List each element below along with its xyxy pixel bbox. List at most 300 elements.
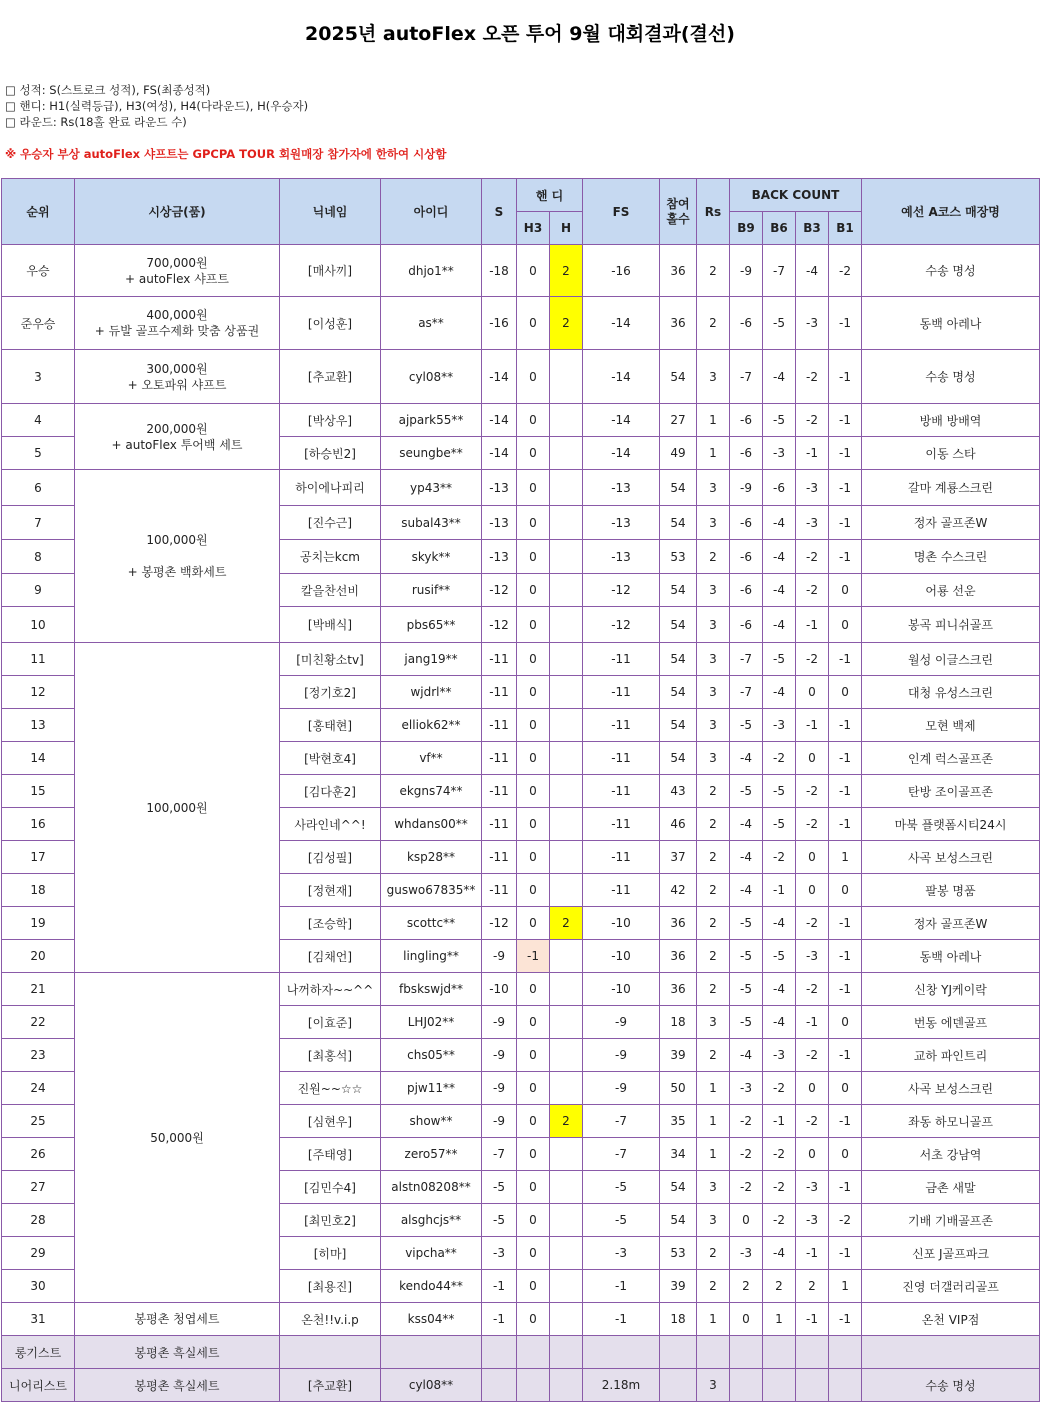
- h-cell: [550, 742, 583, 775]
- nick-cell: 하이에나피리: [280, 470, 381, 506]
- table-row: [2, 643, 1040, 676]
- header-nickname: 닉네임: [280, 179, 381, 245]
- rank-cell: 25: [2, 1105, 75, 1138]
- nick-cell: [김채언]: [280, 940, 381, 973]
- fs-cell: -5: [583, 1171, 660, 1204]
- b9-cell: -5: [730, 940, 763, 973]
- b3-cell: -1: [796, 437, 829, 470]
- store-cell: 수송 명성: [862, 1369, 1040, 1402]
- store-cell: 모현 백제: [862, 709, 1040, 742]
- b9-cell: -4: [730, 874, 763, 907]
- b6-cell: -2: [763, 841, 796, 874]
- store-cell: 동백 아레나: [862, 297, 1040, 350]
- header-rs: Rs: [697, 179, 730, 245]
- id-cell: kss04**: [381, 1303, 482, 1336]
- s-cell: -14: [482, 404, 517, 437]
- rs-cell: 2: [697, 297, 730, 350]
- nick-cell: [조승학]: [280, 907, 381, 940]
- rank-cell: 18: [2, 874, 75, 907]
- table-row: [2, 404, 1040, 437]
- header-store: 예선 A코스 매장명: [862, 179, 1040, 245]
- b9-cell: -6: [730, 297, 763, 350]
- h3-cell: [517, 1369, 550, 1402]
- rank-cell: 30: [2, 1270, 75, 1303]
- nick-cell: [김성필]: [280, 841, 381, 874]
- b6-cell: -1: [763, 874, 796, 907]
- h-cell: [550, 1006, 583, 1039]
- rank-cell: 21: [2, 973, 75, 1006]
- rank-cell: 10: [2, 607, 75, 643]
- fs-cell: -1: [583, 1270, 660, 1303]
- nick-cell: [추교환]: [280, 350, 381, 404]
- h-cell: [550, 506, 583, 540]
- rs-cell: 2: [697, 540, 730, 574]
- s-cell: -9: [482, 940, 517, 973]
- header-fs: FS: [583, 179, 660, 245]
- rank-cell: 17: [2, 841, 75, 874]
- h-cell: 2: [550, 907, 583, 940]
- b9-cell: 0: [730, 1303, 763, 1336]
- b1-cell: -1: [829, 940, 862, 973]
- nick-cell: [최용진]: [280, 1270, 381, 1303]
- nick-cell: 온천!!v.i.p: [280, 1303, 381, 1336]
- award-name-cell: 롱기스트: [2, 1336, 75, 1369]
- b6-cell: -5: [763, 940, 796, 973]
- fs-cell: -11: [583, 775, 660, 808]
- nick-cell: [김민수4]: [280, 1171, 381, 1204]
- b3-cell: -2: [796, 907, 829, 940]
- b9-cell: -7: [730, 676, 763, 709]
- holes-cell: 46: [660, 808, 697, 841]
- h-cell: [550, 1336, 583, 1369]
- prize-line: + 듀발 골프수제화 맞춤 상품권: [94, 324, 260, 338]
- prize-line: [75, 548, 279, 564]
- b3-cell: -2: [796, 775, 829, 808]
- h3-cell: 0: [517, 973, 550, 1006]
- rs-cell: 3: [697, 709, 730, 742]
- holes-cell: 18: [660, 1006, 697, 1039]
- b9-cell: -5: [730, 775, 763, 808]
- prize-warning: ※ 우승자 부상 autoFlex 샤프트는 GPCPA TOUR 회원매장 참가자에 한하여 시상함: [5, 147, 447, 161]
- b1-cell: -2: [829, 245, 862, 297]
- s-cell: -11: [482, 676, 517, 709]
- b9-cell: -5: [730, 973, 763, 1006]
- rs-cell: 1: [697, 1072, 730, 1105]
- b9-cell: -4: [730, 742, 763, 775]
- fs-cell: -3: [583, 1237, 660, 1270]
- b6-cell: 2: [763, 1270, 796, 1303]
- b3-cell: -1: [796, 709, 829, 742]
- b9-cell: [730, 1369, 763, 1402]
- id-cell: whdans00**: [381, 808, 482, 841]
- prize-line: 300,000원: [146, 361, 208, 376]
- h3-cell: 0: [517, 1171, 550, 1204]
- table-row: [2, 297, 1040, 350]
- store-cell: 번동 에덴골프: [862, 1006, 1040, 1039]
- store-cell: 방배 방배역: [862, 404, 1040, 437]
- fs-cell: -10: [583, 940, 660, 973]
- h3-cell: 0: [517, 1006, 550, 1039]
- s-cell: -14: [482, 437, 517, 470]
- table-row: [2, 245, 1040, 297]
- nick-cell: [주태영]: [280, 1138, 381, 1171]
- h3-cell: 0: [517, 297, 550, 350]
- b9-cell: -6: [730, 574, 763, 607]
- rs-cell: 3: [697, 350, 730, 404]
- holes-cell: 50: [660, 1072, 697, 1105]
- fs-cell: -11: [583, 841, 660, 874]
- b3-cell: -2: [796, 808, 829, 841]
- b3-cell: -2: [796, 574, 829, 607]
- h3-cell: 0: [517, 1204, 550, 1237]
- b1-cell: -1: [829, 808, 862, 841]
- b3-cell: 2: [796, 1270, 829, 1303]
- s-cell: -14: [482, 350, 517, 404]
- h3-cell: 0: [517, 742, 550, 775]
- nick-cell: 공치는kcm: [280, 540, 381, 574]
- b9-cell: -2: [730, 1105, 763, 1138]
- store-cell: 진영 더갤러리골프: [862, 1270, 1040, 1303]
- b6-cell: -4: [763, 350, 796, 404]
- rs-cell: 3: [697, 676, 730, 709]
- store-cell: 대청 유성스크린: [862, 676, 1040, 709]
- id-cell: jang19**: [381, 643, 482, 676]
- rank-cell: 4: [2, 404, 75, 437]
- note-round: □ 라운드: Rs(18홀 완료 라운드 수): [5, 115, 187, 129]
- rank-cell: 27: [2, 1171, 75, 1204]
- b9-cell: -9: [730, 245, 763, 297]
- h-cell: [550, 676, 583, 709]
- b1-cell: -1: [829, 1171, 862, 1204]
- s-cell: -9: [482, 1072, 517, 1105]
- prize-line: 100,000원: [146, 800, 208, 815]
- id-cell: vipcha**: [381, 1237, 482, 1270]
- b9-cell: -3: [730, 1072, 763, 1105]
- b9-cell: -6: [730, 607, 763, 643]
- b3-cell: -2: [796, 973, 829, 1006]
- id-cell: as**: [381, 297, 482, 350]
- rs-cell: 3: [697, 506, 730, 540]
- h3-cell: 0: [517, 808, 550, 841]
- s-cell: -12: [482, 907, 517, 940]
- h3-cell: 0: [517, 574, 550, 607]
- b3-cell: 0: [796, 874, 829, 907]
- holes-cell: 39: [660, 1270, 697, 1303]
- b3-cell: [796, 1369, 829, 1402]
- id-cell: guswo67835**: [381, 874, 482, 907]
- prize-cell: 봉평촌 흑실세트: [75, 1336, 280, 1369]
- rs-cell: 2: [697, 973, 730, 1006]
- b9-cell: -6: [730, 404, 763, 437]
- h3-cell: 0: [517, 841, 550, 874]
- store-cell: 봉곡 피니쉬골프: [862, 607, 1040, 643]
- b3-cell: -2: [796, 350, 829, 404]
- store-cell: 수송 명성: [862, 245, 1040, 297]
- h-cell: [550, 1237, 583, 1270]
- h3-cell: 0: [517, 607, 550, 643]
- b3-cell: -3: [796, 1171, 829, 1204]
- header-holes: [660, 179, 697, 245]
- rs-cell: 2: [697, 841, 730, 874]
- nick-cell: [히마]: [280, 1237, 381, 1270]
- b9-cell: 2: [730, 1270, 763, 1303]
- nick-cell: [이효준]: [280, 1006, 381, 1039]
- b3-cell: -2: [796, 540, 829, 574]
- prize-cell: [75, 1303, 280, 1336]
- b3-cell: -1: [796, 1237, 829, 1270]
- h3-cell: 0: [517, 470, 550, 506]
- h3-cell: 0: [517, 1039, 550, 1072]
- holes-cell: 36: [660, 940, 697, 973]
- rank-cell: 28: [2, 1204, 75, 1237]
- rank-cell: 31: [2, 1303, 75, 1336]
- prize-cell: [75, 404, 280, 470]
- b6-cell: -4: [763, 540, 796, 574]
- rs-cell: 3: [697, 742, 730, 775]
- b1-cell: -1: [829, 297, 862, 350]
- h3-cell: 0: [517, 775, 550, 808]
- prize-line: + 오토파워 샤프트: [127, 377, 227, 392]
- holes-cell: 36: [660, 245, 697, 297]
- prize-line: + autoFlex 샤프트: [125, 271, 229, 286]
- fs-cell: -10: [583, 907, 660, 940]
- s-cell: -1: [482, 1270, 517, 1303]
- h-cell: [550, 709, 583, 742]
- prize-line: 400,000원: [146, 308, 208, 322]
- rs-cell: 3: [697, 1006, 730, 1039]
- h-cell: [550, 874, 583, 907]
- b6-cell: -4: [763, 607, 796, 643]
- b1-cell: 0: [829, 676, 862, 709]
- store-cell: 서초 강남역: [862, 1138, 1040, 1171]
- store-cell: 사곡 보성스크린: [862, 841, 1040, 874]
- nick-cell: [이성훈]: [280, 297, 381, 350]
- b9-cell: -6: [730, 437, 763, 470]
- s-cell: [482, 1336, 517, 1369]
- results-body: [2, 245, 1040, 1402]
- special-award-row: [2, 1336, 1040, 1369]
- nick-cell: [김다훈2]: [280, 775, 381, 808]
- holes-cell: 54: [660, 1204, 697, 1237]
- holes-cell: 43: [660, 775, 697, 808]
- fs-cell: -12: [583, 607, 660, 643]
- rank-cell: 15: [2, 775, 75, 808]
- store-cell: 팔봉 명품: [862, 874, 1040, 907]
- b1-cell: -1: [829, 540, 862, 574]
- table-row: [2, 973, 1040, 1006]
- b6-cell: -5: [763, 404, 796, 437]
- b1-cell: -1: [829, 775, 862, 808]
- rs-cell: 1: [697, 404, 730, 437]
- holes-cell: 54: [660, 1171, 697, 1204]
- nick-cell: 칼을찬선비: [280, 574, 381, 607]
- h-cell: [550, 1072, 583, 1105]
- id-cell: ajpark55**: [381, 404, 482, 437]
- h3-cell: [517, 1336, 550, 1369]
- store-cell: 온천 VIP점: [862, 1303, 1040, 1336]
- nick-cell: [박상우]: [280, 404, 381, 437]
- b1-cell: 0: [829, 1006, 862, 1039]
- b1-cell: -1: [829, 907, 862, 940]
- h3-cell: 0: [517, 1303, 550, 1336]
- b1-cell: 0: [829, 1072, 862, 1105]
- holes-cell: 54: [660, 742, 697, 775]
- store-cell: 어룡 선운: [862, 574, 1040, 607]
- s-cell: -9: [482, 1006, 517, 1039]
- id-cell: cyl08**: [381, 1369, 482, 1402]
- b6-cell: -7: [763, 245, 796, 297]
- b6-cell: -5: [763, 643, 796, 676]
- id-cell: skyk**: [381, 540, 482, 574]
- id-cell: [381, 1336, 482, 1369]
- fs-cell: -11: [583, 874, 660, 907]
- b9-cell: -4: [730, 1039, 763, 1072]
- rs-cell: 2: [697, 874, 730, 907]
- b6-cell: -6: [763, 470, 796, 506]
- prize-cell: 봉평촌 흑실세트: [75, 1369, 280, 1402]
- b1-cell: -1: [829, 1039, 862, 1072]
- id-cell: dhjo1**: [381, 245, 482, 297]
- store-cell: 수송 명성: [862, 350, 1040, 404]
- b9-cell: -4: [730, 808, 763, 841]
- b6-cell: -3: [763, 437, 796, 470]
- prize-line: + 봉평촌 백화세트: [127, 565, 227, 579]
- b6-cell: -5: [763, 775, 796, 808]
- b1-cell: 0: [829, 874, 862, 907]
- b9-cell: -5: [730, 907, 763, 940]
- s-cell: -3: [482, 1237, 517, 1270]
- legend-notes: [5, 82, 308, 130]
- h-cell: [550, 404, 583, 437]
- header-rank: 순위: [2, 179, 75, 245]
- header-h: H: [550, 212, 583, 245]
- h-cell: [550, 574, 583, 607]
- store-cell: 탄방 조이골프존: [862, 775, 1040, 808]
- id-cell: pjw11**: [381, 1072, 482, 1105]
- fs-cell: -16: [583, 245, 660, 297]
- b6-cell: -4: [763, 676, 796, 709]
- h-cell: 2: [550, 245, 583, 297]
- holes-cell: 37: [660, 841, 697, 874]
- h-cell: [550, 1138, 583, 1171]
- note-score: □ 성적: S(스트로크 성적), FS(최종성적): [5, 83, 211, 97]
- rs-cell: 2: [697, 940, 730, 973]
- h-cell: [550, 841, 583, 874]
- b1-cell: -1: [829, 1237, 862, 1270]
- b1-cell: 1: [829, 841, 862, 874]
- header-b6: B6: [763, 212, 796, 245]
- b1-cell: -1: [829, 742, 862, 775]
- rs-cell: 3: [697, 1171, 730, 1204]
- fs-cell: -5: [583, 1204, 660, 1237]
- b9-cell: -7: [730, 643, 763, 676]
- store-cell: 마북 플랫폼시티24시: [862, 808, 1040, 841]
- holes-cell: 36: [660, 907, 697, 940]
- nick-cell: [홍태현]: [280, 709, 381, 742]
- b6-cell: -2: [763, 1138, 796, 1171]
- s-cell: -13: [482, 506, 517, 540]
- nick-cell: [박현호4]: [280, 742, 381, 775]
- award-name-cell: 니어리스트: [2, 1369, 75, 1402]
- prize-cell: [75, 297, 280, 350]
- h-cell: [550, 1303, 583, 1336]
- fs-cell: -1: [583, 1303, 660, 1336]
- h-cell: [550, 1171, 583, 1204]
- header-s: S: [482, 179, 517, 245]
- holes-cell: 54: [660, 607, 697, 643]
- b1-cell: 1: [829, 1270, 862, 1303]
- store-cell: 정자 골프존W: [862, 907, 1040, 940]
- h-cell: [550, 1369, 583, 1402]
- id-cell: scottc**: [381, 907, 482, 940]
- nick-cell: [정기호2]: [280, 676, 381, 709]
- b3-cell: -1: [796, 607, 829, 643]
- b9-cell: -6: [730, 540, 763, 574]
- holes-cell: 54: [660, 506, 697, 540]
- b6-cell: -4: [763, 973, 796, 1006]
- rs-cell: 3: [697, 643, 730, 676]
- b1-cell: 0: [829, 574, 862, 607]
- holes-cell: 18: [660, 1303, 697, 1336]
- store-cell: 좌동 하모니골프: [862, 1105, 1040, 1138]
- b6-cell: -5: [763, 808, 796, 841]
- b1-cell: -1: [829, 1105, 862, 1138]
- b3-cell: -3: [796, 506, 829, 540]
- id-cell: pbs65**: [381, 607, 482, 643]
- b6-cell: -2: [763, 742, 796, 775]
- fs-cell: -14: [583, 350, 660, 404]
- h3-cell: 0: [517, 874, 550, 907]
- s-cell: -11: [482, 775, 517, 808]
- holes-cell: 54: [660, 574, 697, 607]
- b1-cell: 0: [829, 607, 862, 643]
- header-row-top: [2, 179, 1040, 212]
- b3-cell: -3: [796, 297, 829, 350]
- prize-cell: [75, 643, 280, 973]
- h-cell: [550, 437, 583, 470]
- rank-cell: 16: [2, 808, 75, 841]
- prize-cell: [75, 350, 280, 404]
- holes-cell: 42: [660, 874, 697, 907]
- h3-cell: 0: [517, 1237, 550, 1270]
- header-prize: 시상금(품): [75, 179, 280, 245]
- fs-cell: -14: [583, 404, 660, 437]
- b9-cell: -9: [730, 470, 763, 506]
- fs-cell: -11: [583, 676, 660, 709]
- h-cell: [550, 540, 583, 574]
- h3-cell: 0: [517, 404, 550, 437]
- b6-cell: -5: [763, 297, 796, 350]
- b3-cell: 0: [796, 742, 829, 775]
- h-cell: [550, 808, 583, 841]
- h3-cell: 0: [517, 437, 550, 470]
- h3-cell: 0: [517, 540, 550, 574]
- holes-cell: 36: [660, 297, 697, 350]
- b1-cell: -1: [829, 973, 862, 1006]
- b3-cell: -4: [796, 245, 829, 297]
- b3-cell: 0: [796, 841, 829, 874]
- id-cell: seungbe**: [381, 437, 482, 470]
- holes-cell: [660, 1369, 697, 1402]
- id-cell: vf**: [381, 742, 482, 775]
- b3-cell: -2: [796, 1105, 829, 1138]
- b6-cell: -3: [763, 1039, 796, 1072]
- fs-cell: -9: [583, 1072, 660, 1105]
- rank-cell: 20: [2, 940, 75, 973]
- b6-cell: -2: [763, 1072, 796, 1105]
- header-backcount: BACK COUNT: [730, 179, 862, 212]
- nick-cell: [정현재]: [280, 874, 381, 907]
